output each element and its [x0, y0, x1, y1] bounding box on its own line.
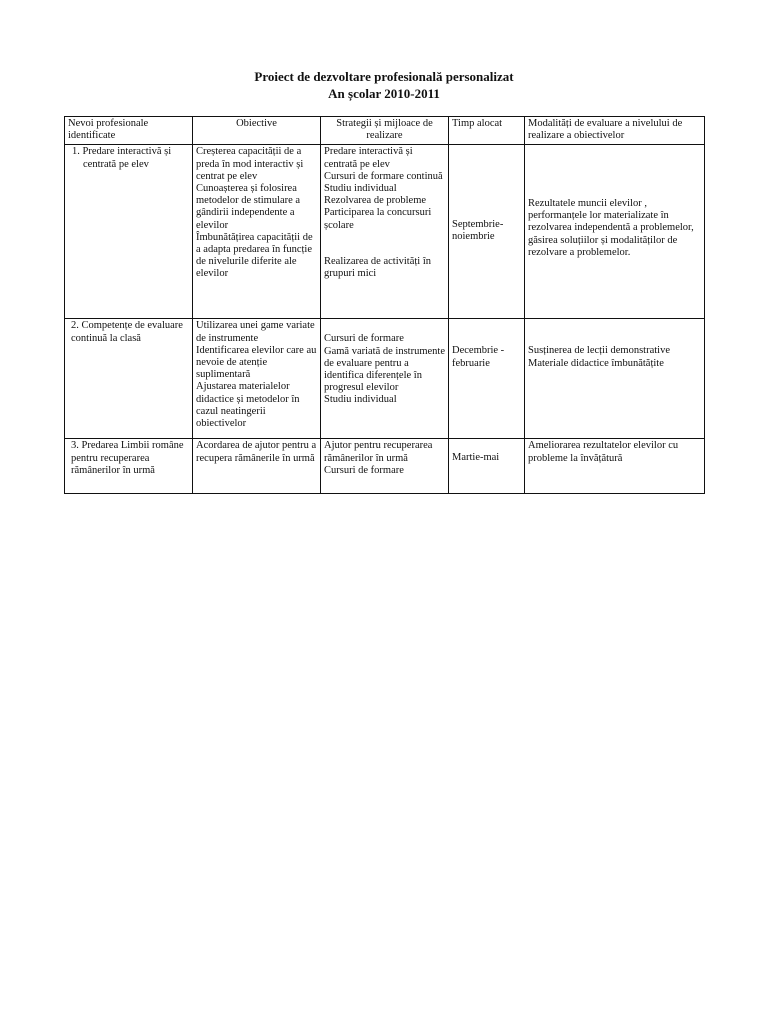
evaluation-line: Susținerea de lecții demonstrative: [528, 345, 670, 357]
row-3-need: [65, 439, 193, 494]
row-1-strategies: [321, 145, 449, 319]
header-objectives: Obiective: [193, 117, 321, 145]
row-2-strategies: [321, 319, 449, 439]
row-1-objectives: [193, 145, 321, 319]
table-row: [65, 145, 705, 319]
row-2-evaluation: [525, 319, 705, 439]
evaluation-text: Rezultatele muncii elevilor , performanțele lor materializate în rezolvarea independentă a problemelor, găsirea soluțiilor și modalităților de rezolvare a problemelor.: [528, 197, 694, 258]
row-3-evaluation: [525, 439, 705, 494]
row-3-objectives: [193, 439, 321, 494]
row-1-evaluation: [525, 145, 705, 319]
header-time: Timp alocat: [449, 117, 525, 145]
strategy-item: Ajutor pentru recuperarea rămânerilor în urmă: [324, 440, 433, 464]
time-text: Septembrie-noiembrie: [452, 219, 504, 243]
strategy-item: Studiu individual: [324, 394, 397, 406]
objective-item: Acordarea de ajutor pentru a recupera rămânerile în urmă: [196, 440, 317, 464]
document-title-block: [0, 68, 768, 102]
strategy-spacer: [324, 232, 445, 244]
time-text: Martie-mai: [452, 452, 500, 464]
row-3-time: [449, 439, 525, 494]
row-3-strategies: [321, 439, 449, 494]
strategy-spacer: [324, 244, 445, 256]
document-subtitle: An școlar 2010-2011: [328, 86, 440, 101]
row-2-time: [449, 319, 525, 439]
row-2-need: [65, 319, 193, 439]
strategy-item: Participarea la concursuri școlare: [324, 207, 432, 231]
objective-item: Ajustarea materialelor didactice și metodelor în cazul neatingerii obiectivelor: [196, 381, 300, 430]
header-evaluation: Modalități de evaluare a nivelului de realizare a obiectivelor: [525, 117, 705, 145]
header-needs: Nevoi profesionale identificate: [65, 117, 193, 145]
table-row: [65, 439, 705, 494]
evaluation-text: Ameliorarea rezultatelor elevilor cu probleme la învățătură: [528, 440, 679, 464]
row-1-need: [65, 145, 193, 319]
strategy-item: Rezolvarea de probleme: [324, 195, 427, 207]
strategy-item: Cursuri de formare continuă: [324, 170, 443, 182]
row-1-time: [449, 145, 525, 319]
table-header-row: [65, 117, 705, 145]
need-text: 3. Predarea Limbii române pentru recuperarea rămânerilor în urmă: [71, 440, 184, 476]
document-title: Proiect de dezvoltare profesională personalizat: [254, 69, 514, 84]
evaluation-line: Materiale didactice îmbunătățite: [528, 357, 664, 369]
row-2-objectives: [193, 319, 321, 439]
need-text: 1. Predare interactivă și centrată pe elev: [72, 146, 172, 170]
development-plan-table: [64, 116, 705, 494]
header-strategies: Strategii și mijloace de realizare: [321, 117, 449, 145]
strategy-item: Cursuri de formare: [324, 333, 404, 345]
time-text: Decembrie -februarie: [452, 345, 505, 369]
objective-item: Identificarea elevilor care au nevoie de atenție suplimentară: [196, 344, 317, 381]
objective-item: Cunoașterea și folosirea metodelor de stimulare a gândirii independente a elevilor: [196, 183, 301, 231]
strategy-item: Cursuri de formare: [324, 464, 404, 476]
strategy-item: Gamă variată de instrumente de evaluare pentru a identifica diferențele în progresul elevilor: [324, 345, 445, 394]
strategy-item: Realizarea de activități în grupuri mici: [324, 255, 431, 280]
need-text: 2. Competențe de evaluare continuă la clasă: [71, 320, 183, 344]
strategy-item: Studiu individual: [324, 183, 397, 195]
strategy-item: Predare interactivă și centrată pe elev: [324, 146, 413, 170]
objective-item: Îmbunătățirea capacității de a adapta predarea în funcție de nivelurile diferite ale elevilor: [196, 231, 313, 280]
table-row: [65, 319, 705, 439]
objective-item: Utilizarea unei game variate de instrumente: [196, 320, 315, 344]
objective-item: Creșterea capacității de a preda în mod interactiv și centrat pe elev: [196, 146, 304, 182]
